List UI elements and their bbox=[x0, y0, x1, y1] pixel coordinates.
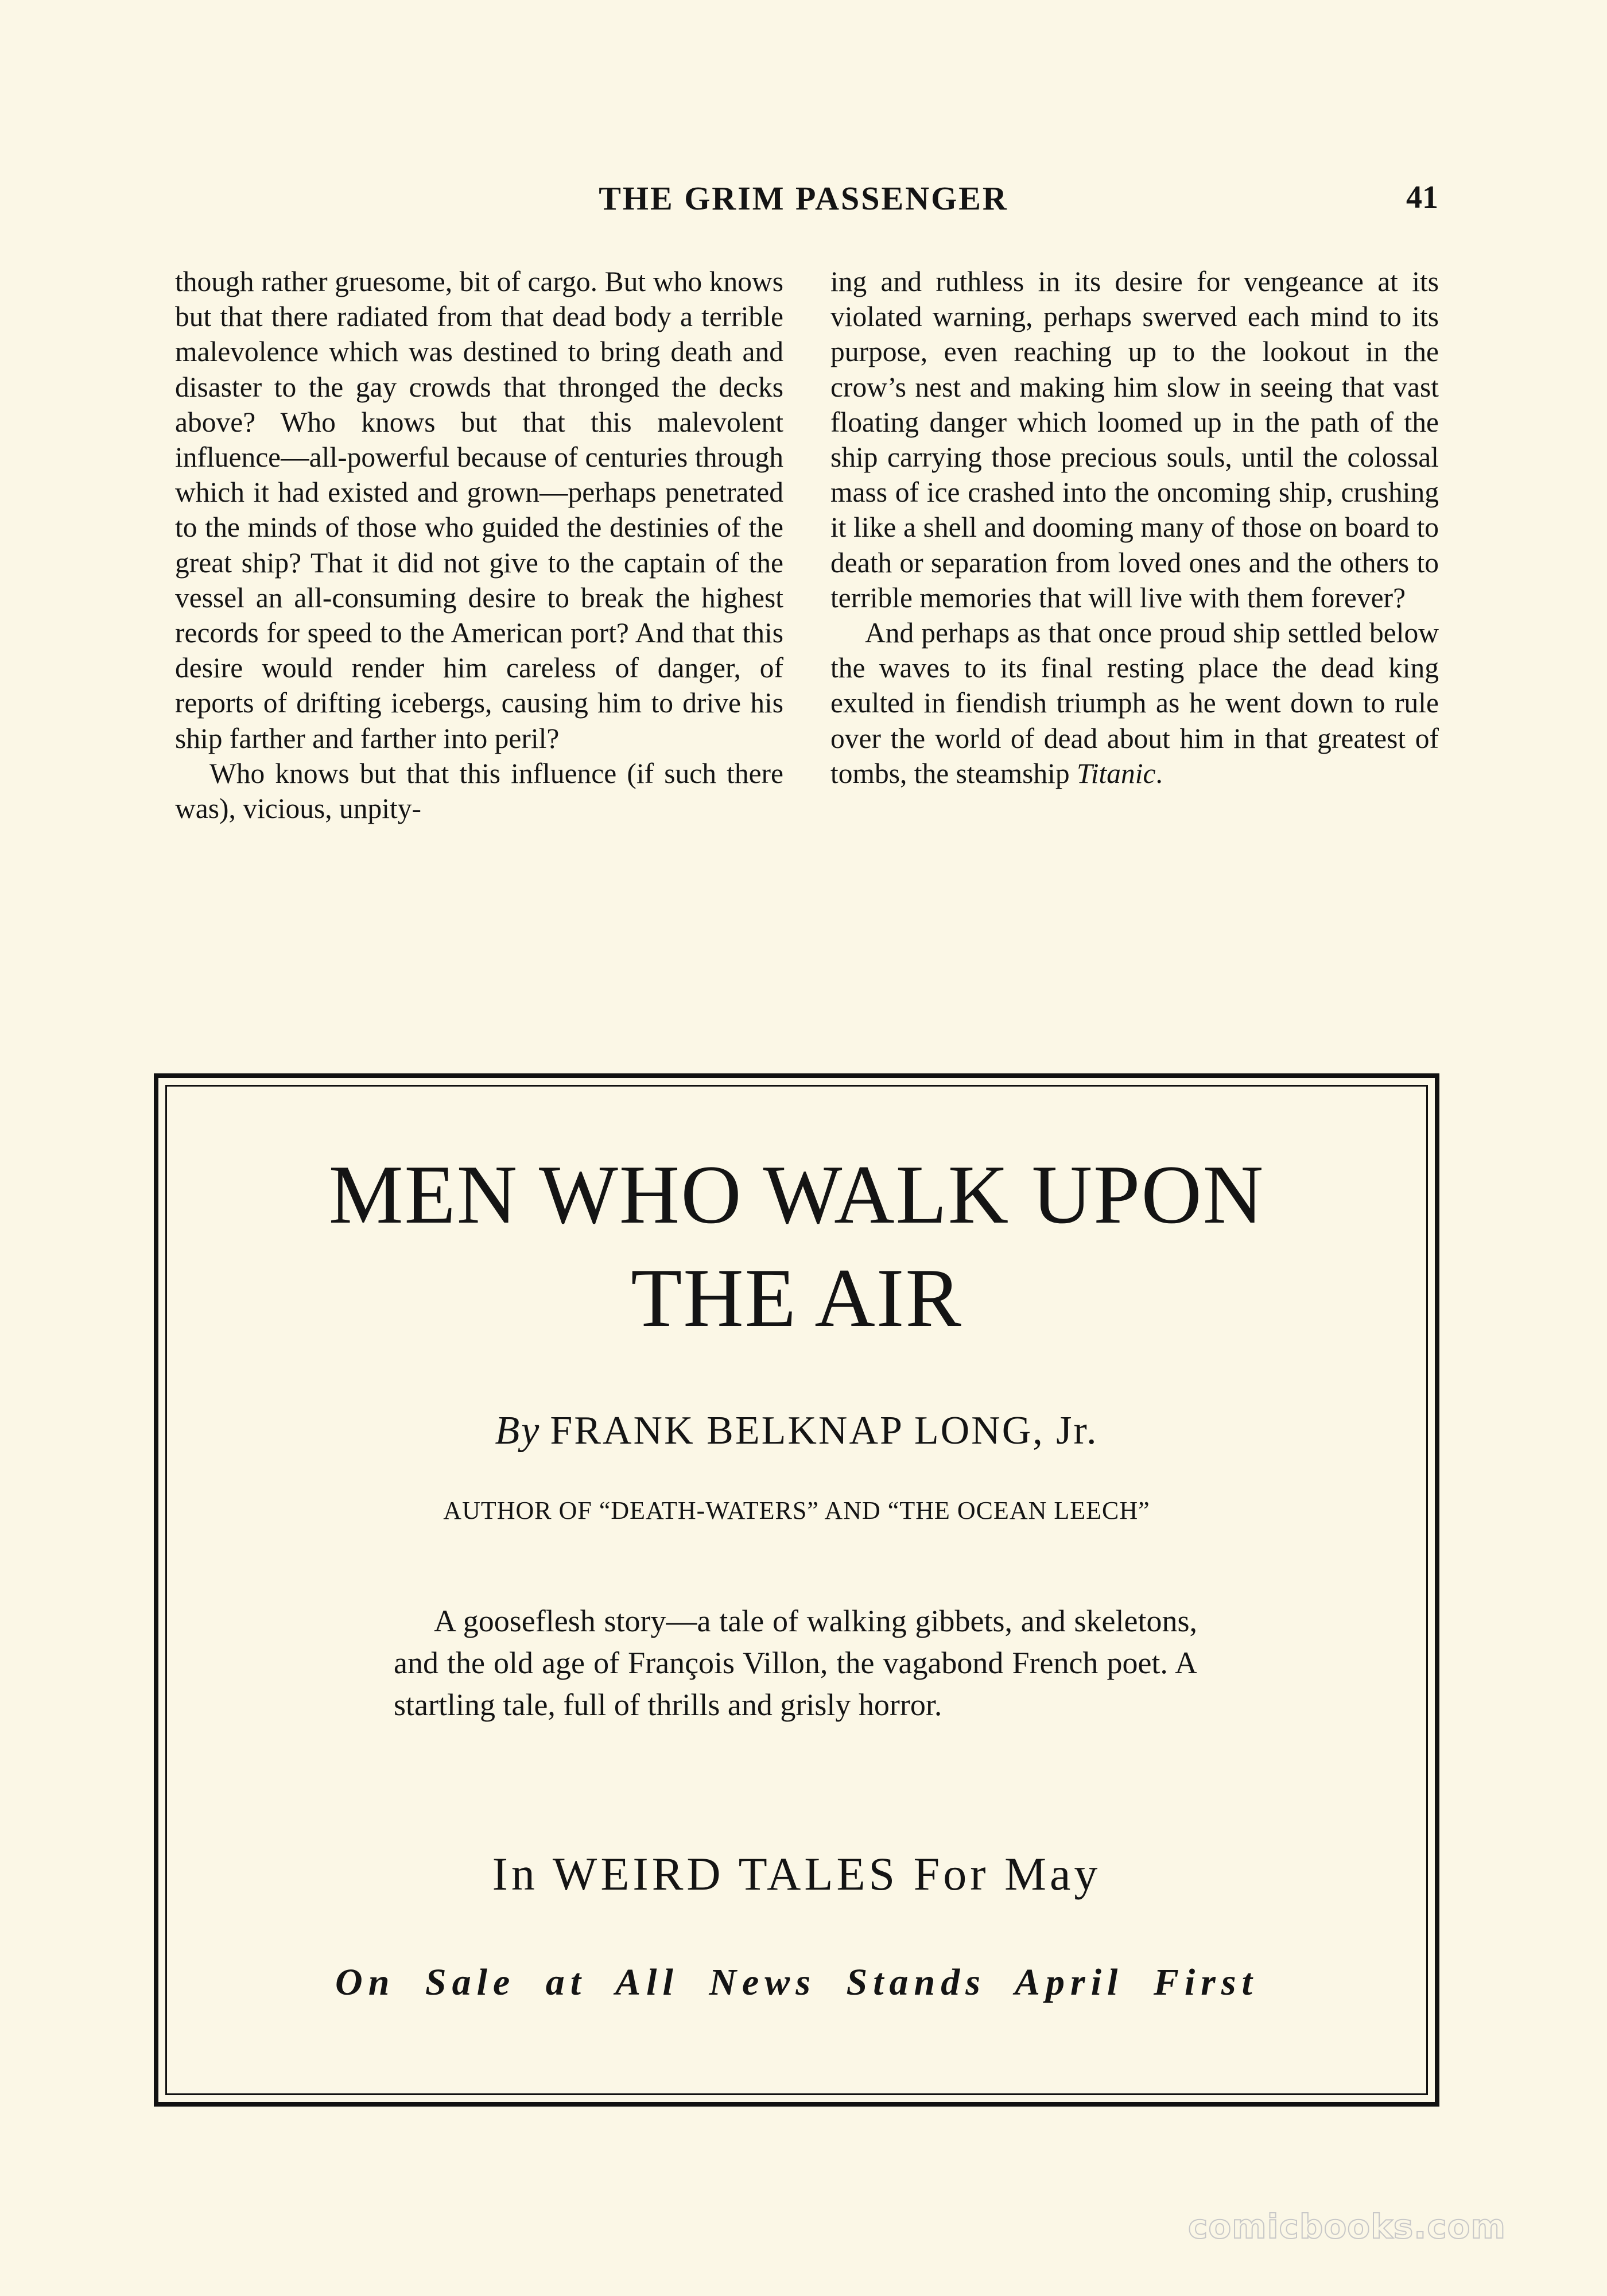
right-paragraph-2 bbox=[830, 615, 1439, 791]
ad-title-line-2: THE AIR bbox=[631, 1251, 962, 1344]
ad-venue: In WEIRD TALES For May bbox=[492, 1848, 1101, 1900]
article-body bbox=[175, 264, 1449, 1045]
left-column bbox=[175, 264, 783, 826]
advertisement-content bbox=[158, 1078, 1435, 2102]
ad-on-sale: On Sale at All News Stands April First bbox=[335, 1961, 1258, 2003]
ship-name: Titanic bbox=[1076, 757, 1156, 789]
ad-author-credits: AUTHOR OF “DEATH-WATERS” AND “THE OCEAN LEECH” bbox=[443, 1496, 1150, 1525]
right-column bbox=[830, 264, 1439, 791]
running-title: THE GRIM PASSENGER bbox=[599, 180, 1008, 217]
ad-by-word: By bbox=[495, 1409, 541, 1453]
advertisement-box bbox=[154, 1073, 1439, 2107]
right-paragraph-1: ing and ruthless in its desire for vengeance at its violated warning, perhaps swerved each mind to its purpose, even reaching up to the lookout in the crow’s nest and making him slow in seeing that vast floating danger which loomed up in the path of the ship carrying those precious souls, until the colossal mass of ice crashed into the oncoming ship, crushing it like a shell and dooming many of those on board to death or separation from loved ones and the others to terrible memories that will live with them forever? bbox=[830, 266, 1439, 614]
watermark: comicbooks.com bbox=[1188, 2207, 1506, 2246]
ad-title-line-1: MEN WHO WALK UPON bbox=[328, 1148, 1265, 1241]
left-paragraph-2: Who knows but that this influence (if such there was), vicious, unpity- bbox=[175, 757, 783, 825]
left-paragraph-1: though rather gruesome, bit of cargo. But who knows but that there radiated from that dead body a terrible malevolence which was destined to bring death and disaster to the gay crowds that thronged the decks above? Who knows but that this malevolent influence—all-powerful because of centuries through which it had existed and grown—perhaps penetrated to the minds of those who guided the destinies of the great ship? That it did not give to the captain of the vessel an all-consuming desire to break the highest records for speed to the American port? And that this desire would render him careless of danger, of reports of drifting icebergs, causing him to drive his ship farther and farther into peril? bbox=[175, 266, 783, 754]
running-head bbox=[0, 179, 1607, 225]
right-paragraph-2-text: And perhaps as that once proud ship settled below the waves to its final resting place the dead king exulted in fiendish triumph as he went down to rule over the world of dead about him in that greatest of tombs, the steamship bbox=[830, 617, 1439, 789]
ad-byline bbox=[158, 1408, 1435, 1454]
right-paragraph-2-end: . bbox=[1155, 757, 1163, 789]
ad-blurb: A gooseflesh story—a tale of walking gibbets, and skeletons, and the old age of François Villon, the vagabond French poet. A startling tale, full of thrills and grisly horror. bbox=[394, 1604, 1197, 1722]
page-number: 41 bbox=[1406, 180, 1438, 215]
ad-author: FRANK BELKNAP LONG, Jr. bbox=[550, 1409, 1098, 1453]
